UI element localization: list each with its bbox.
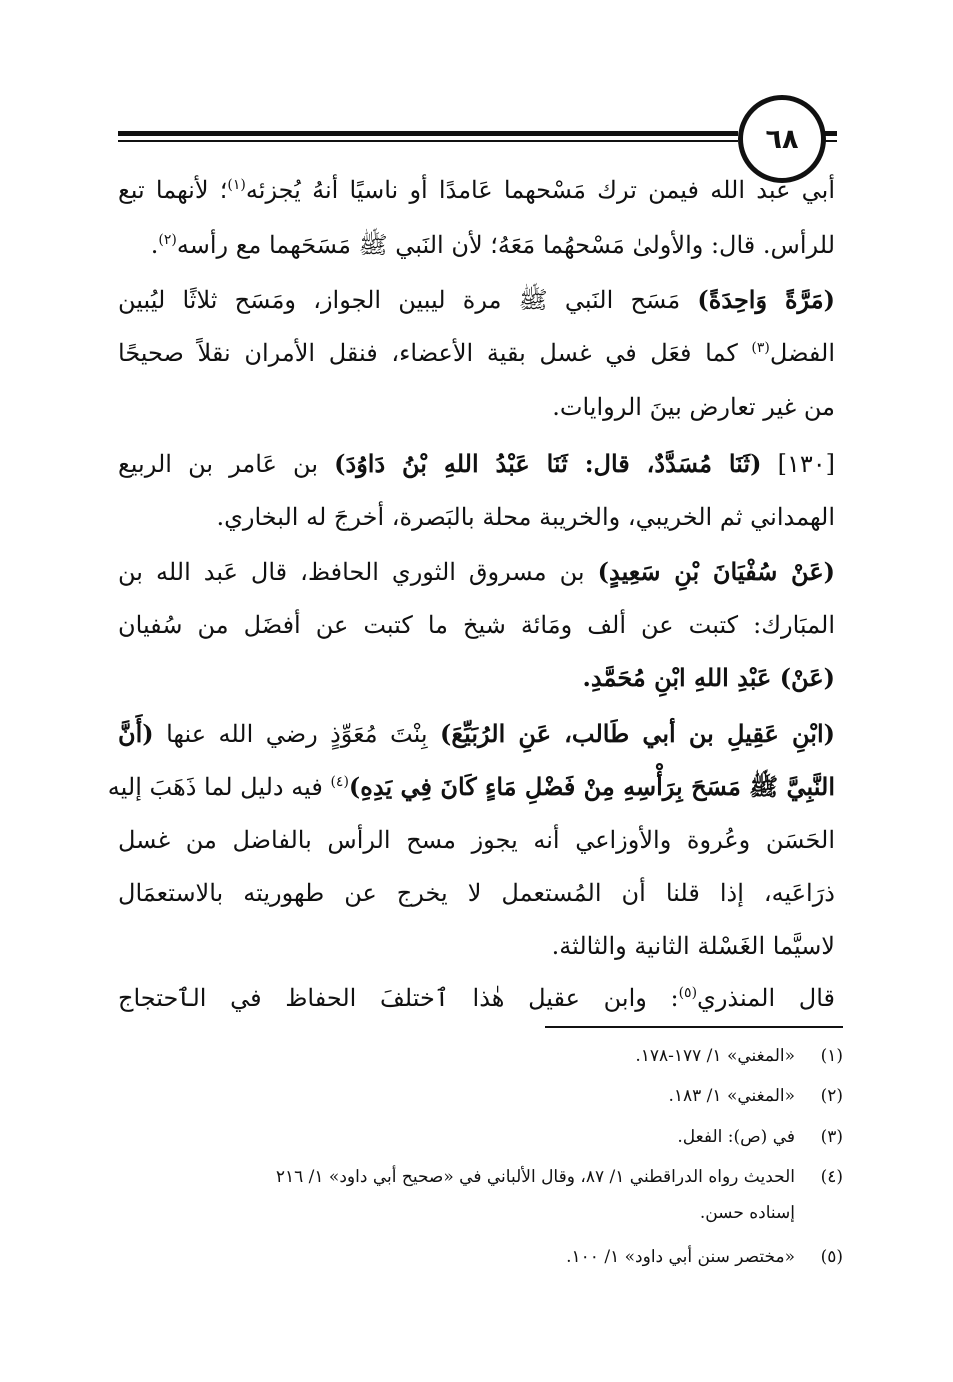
footnote-number: (١) xyxy=(820,1046,843,1066)
footnote-ref: (٤) xyxy=(330,774,349,790)
footnote-text: في (ص): الفعل. xyxy=(677,1127,795,1147)
body-line: ذرَاعَيه، إذا قلنا أن المُستعمل لا يخرج عن طهوريته بالاستعمَال xyxy=(118,879,835,907)
footnote-continuation: إسناده حسن. xyxy=(699,1203,795,1223)
header-rule-thin xyxy=(118,140,738,142)
footnote-separator xyxy=(545,1026,843,1028)
body-line: قال المنذري$^{(٥)}$: وابن عقيل هٰذا ٱختلفَ الحفاظ في الٱحتجاج xyxy=(118,984,835,1012)
footnote-number: (٣) xyxy=(820,1127,843,1147)
footnote-number: (٤) xyxy=(820,1167,843,1187)
footnote xyxy=(668,1082,843,1110)
body-line: الحَسَن وعُروة والأوزاعي أنه يجوز مسح الرأس بالفاضل من غسل xyxy=(118,826,835,854)
footnote-ref: (١) xyxy=(227,177,246,193)
footnote-ref: (٣) xyxy=(751,340,770,356)
footnote xyxy=(276,1163,843,1191)
page-number: ٦٨ xyxy=(738,95,826,183)
footnote-text: «المغني» ١/ ١٧٧-١٧٨. xyxy=(635,1046,795,1066)
body-line: (عَنْ) عَبْدِ اللهِ ابْنِ مُحَمَّدِ. xyxy=(582,663,835,692)
footnote-ref: (٢) xyxy=(158,232,177,248)
footnote xyxy=(566,1243,843,1271)
body-line: لاسيَّما الغَسْلة الثانية والثالثة. xyxy=(551,932,835,960)
body-line: للرأس. قال: والأولىٰ مَسْحهُما مَعَهُ؛ لأن النَبي ﷺ مَسَحَهما مع رأسه$^{(٢)}$. xyxy=(150,231,835,259)
body-line: (ابْنِ عَقِيلِ بن أبي طَالب، عَنِ الرُبَيِّعَ) بِنْتَ مُعَوِّذٍ رضي الله عنها (أَنَّ xyxy=(118,719,836,748)
body-line: الهمداني ثم الخريبي، والخريبة محلة بالبَصرة، أخرجَ له البخاري. xyxy=(216,503,835,531)
header-rule xyxy=(118,131,738,136)
footnote xyxy=(677,1123,843,1151)
footnote-text: «المغني» ١/ ١٨٣. xyxy=(668,1086,795,1106)
footnote-text: «مختصر سنن أبي داود» ١/ ١٠٠. xyxy=(566,1247,795,1267)
body-line: (عَنْ سُفْيَانَ بْنِ سَعِيدٍ) بن مسروق الثوري الحافظ، قال عَبد الله بن xyxy=(118,557,836,586)
header-rule-right xyxy=(825,131,837,136)
body-line: النَّبِيَّ ﷺ مَسَحَ بِرَأْسِهِ مِنْ فَضْلِ مَاءٍ كَانَ فِي يَدِهِ)$^{(٤)}$ فيه دليل لما ذَهَبَ إليه xyxy=(107,772,835,801)
body-line: (مَرَّةً وَاحِدَةً) مَسَح النَبي ﷺ مرة ليبين الجواز، ومَسَح ثلاثًا ليُبين xyxy=(118,285,835,314)
header-rule-right-thin xyxy=(825,140,837,142)
footnote-number: (٢) xyxy=(820,1086,843,1106)
body-line: [١٣٠] (ثَنَا مُسَدَّدٌ، قال: ثَنَا عَبْدُ اللهِ بْنُ دَاوُدَ) بن عَامر بن الربيع xyxy=(118,449,836,478)
footnote-text: الحديث رواه الدراقطني ١/ ٨٧، وقال الألباني في «صحيح أبي داود» ١/ ٢١٦ xyxy=(275,1167,795,1187)
body-line: أبي عبد الله فيمن ترك مَسْحهما عَامدًا أو ناسيًا أنهُ يُجزئه$^{(١)}$؛ لأنهما تبع xyxy=(118,176,835,204)
footnote xyxy=(635,1042,843,1070)
body-line: المبَارك: كتبت عن ألف ومَائة شيخ ما كتبت عن أفضَل من سُفيان xyxy=(118,611,835,639)
body-line: من غير تعارض بينَ الروايات. xyxy=(552,393,835,421)
footnote-number: (٥) xyxy=(820,1247,843,1267)
body-line: الفضل$^{(٣)}$ كما فعَل في غسل بقية الأعضاء، فنقل الأمران نقلاً صحيحًا xyxy=(118,339,835,367)
footnote-ref: (٥) xyxy=(678,985,698,1001)
